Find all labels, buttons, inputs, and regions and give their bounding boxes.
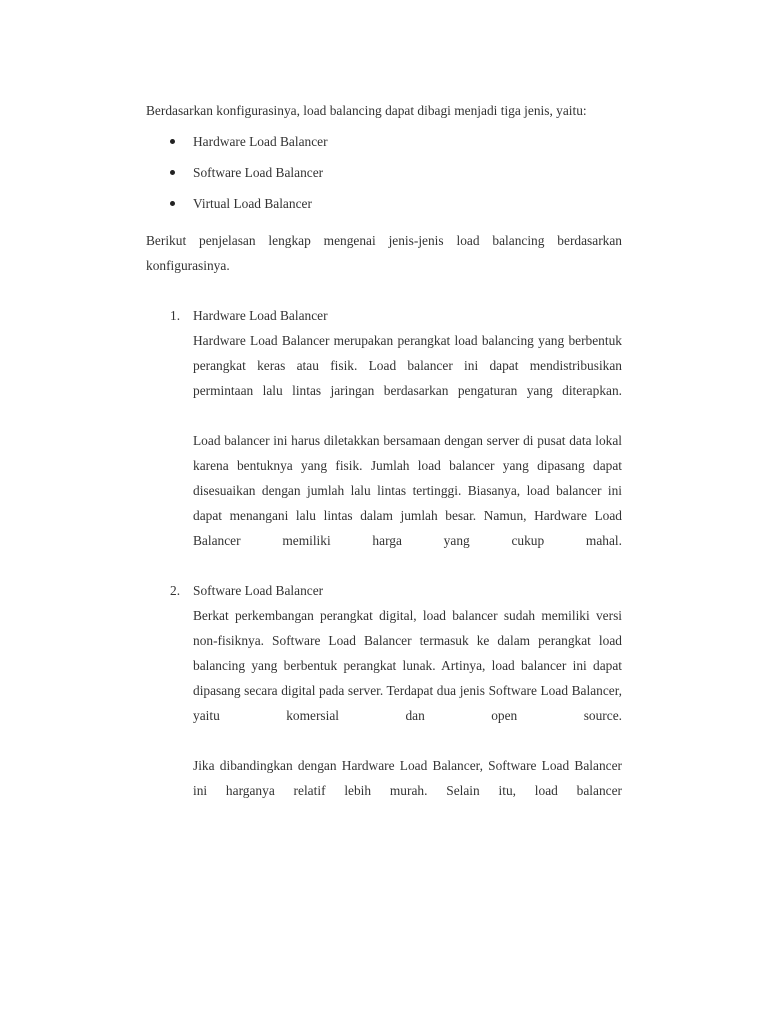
document-page (146, 98, 622, 828)
section-title: Hardware Load Balancer (193, 308, 328, 323)
section-number: 1. (170, 308, 181, 323)
section-item (146, 303, 622, 553)
config-type-bullet-list (146, 129, 622, 222)
section-paragraph: Load balancer ini harus diletakkan bersamaan dengan server di pusat data lokal karena bentuknya yang fisik. Jumlah load balancer yang dipasang dapat disesuaikan dengan jumlah lalu lintas tertinggi. Biasanya, load balancer ini dapat menangani lalu lintas dalam jumlah besar. Namun, Hardware Load Balancer memiliki harga yang cukup mahal. (193, 433, 622, 548)
section-paragraph: Jika dibandingkan dengan Hardware Load Balancer, Software Load Balancer ini harganya relatif lebih murah. Selain itu, load balancer (193, 758, 622, 798)
bullet-item-label: Virtual Load Balancer (193, 196, 312, 211)
section-paragraph: Berkat perkembangan perangkat digital, load balancer sudah memiliki versi non-fisiknya. Software Load Balancer termasuk ke dalam perangkat load balancing yang berbentuk perangkat lunak. Artinya, load balancer ini dapat dipasang secara digital pada server. Terdapat dua jenis Software Load Balancer, yaitu komersial dan open source. (193, 608, 622, 723)
bullet-dot-icon (170, 201, 175, 206)
bullet-item-label: Software Load Balancer (193, 165, 324, 180)
section-title: Software Load Balancer (193, 583, 324, 598)
section-paragraph: Hardware Load Balancer merupakan perangkat load balancing yang berbentuk perangkat keras atau fisik. Load balancer ini dapat mendistribusikan permintaan lalu lintas jaringan berdasarkan pengaturan yang diterapkan. (193, 333, 622, 398)
bullet-dot-icon (170, 139, 175, 144)
section-number: 2. (170, 583, 181, 598)
numbered-section-list (146, 303, 622, 803)
bullet-item (146, 129, 622, 160)
intro-paragraph: Berdasarkan konfigurasinya, load balancing dapat dibagi menjadi tiga jenis, yaitu: (146, 103, 587, 118)
section-item (146, 578, 622, 803)
explanation-intro-paragraph: Berikut penjelasan lengkap mengenai jenis-jenis load balancing berdasarkan konfigurasinya. (146, 233, 622, 273)
bullet-item (146, 191, 622, 222)
bullet-item (146, 160, 622, 191)
bullet-dot-icon (170, 170, 175, 175)
bullet-item-label: Hardware Load Balancer (193, 134, 328, 149)
